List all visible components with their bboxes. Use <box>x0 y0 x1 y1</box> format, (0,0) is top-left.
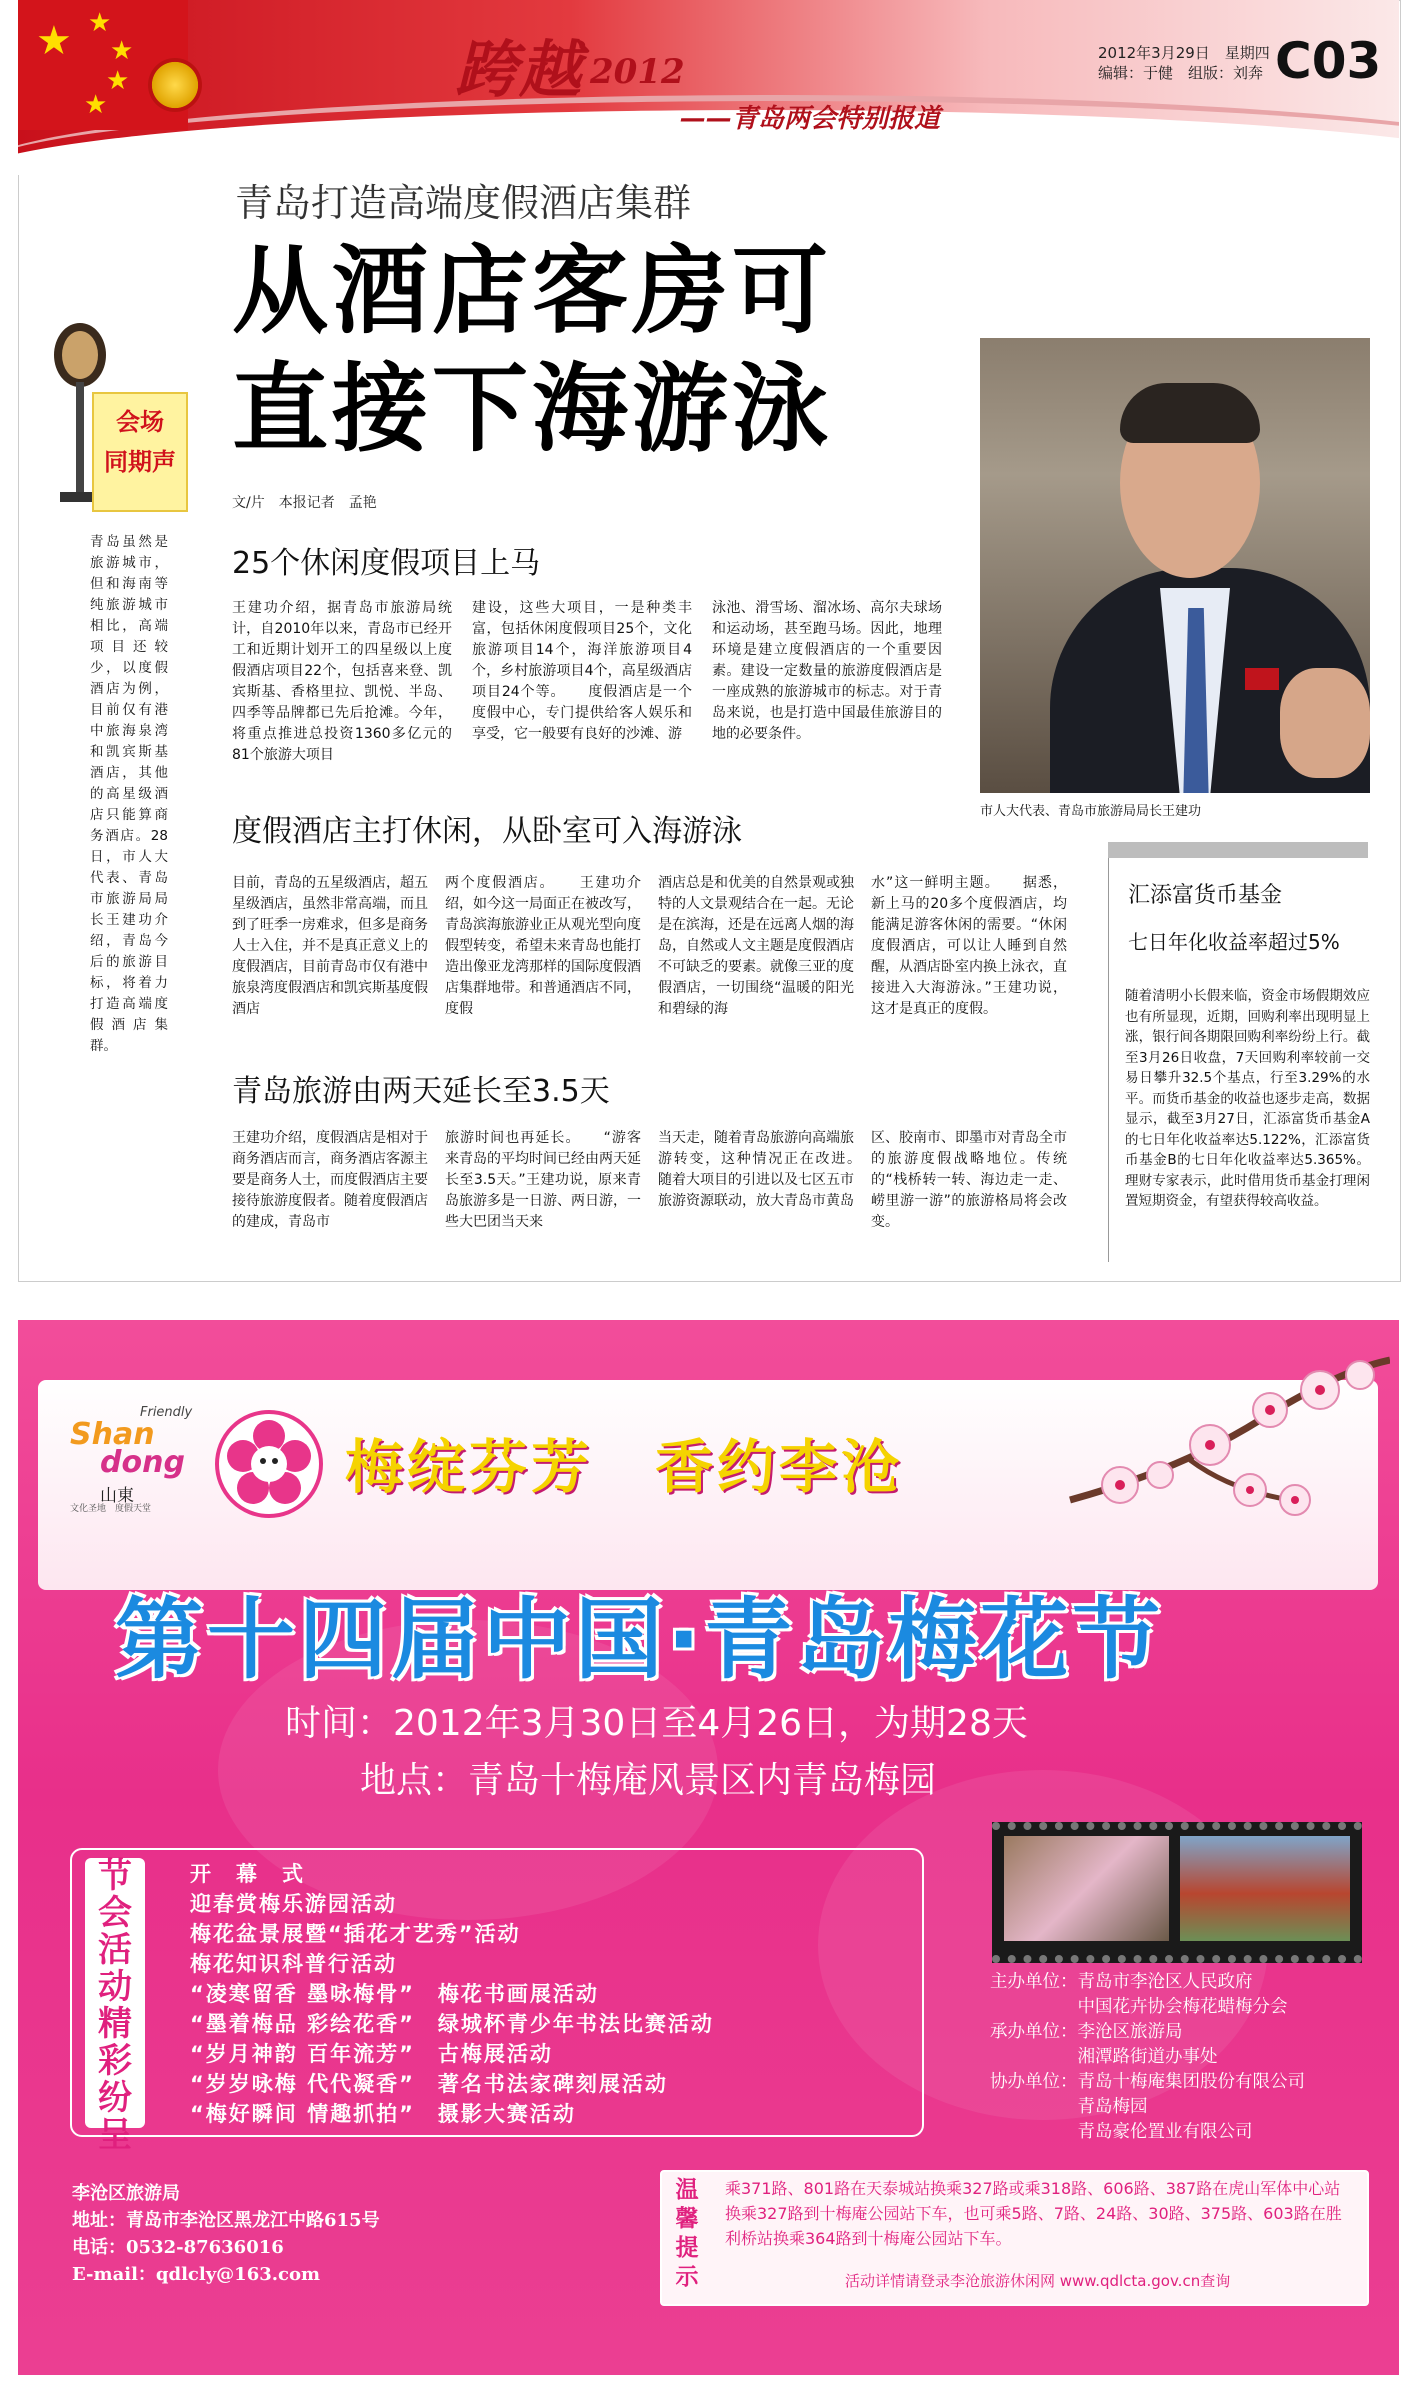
logo-cn: 山東 <box>100 1486 134 1506</box>
section-1-title: 25个休闲度假项目上马 <box>232 546 541 581</box>
organizer-line: 协办单位：青岛十梅庵集团股份有限公司 <box>990 2072 1305 2092</box>
tips-label: 温馨提示 <box>675 2177 699 2290</box>
issue-date: 2012年3月29日 星期四 <box>1098 44 1270 62</box>
section-2-title: 度假酒店主打休闲，从卧室可入海游泳 <box>232 814 742 849</box>
fund-body: 随着清明小长假来临，资金市场假期效应也有所显现，近期，回购利率出现明显上涨，银行间各期限回购利率纷纷上行。截至3月26日收盘，7天回购利率较前一交易日攀升32.5个基点，行至3.29%的水平。而货币基金的收益也逐步走高，数据显示，截至3月27日，汇添富货币基金A的七日年化收益率达5.122%，汇添富货币基金B的七日年化收益率达5.365%。理财专家表示，此时借用货币基金打理闲置短期资金，有望获得较高收益。 <box>1125 988 1370 1209</box>
photo-filmstrip <box>992 1822 1362 1963</box>
festival-title: 第十四届中国·青岛梅花节 <box>115 1588 1165 1691</box>
section-1-col-1: 王建功介绍，据青岛市旅游局统计，自2010年以来，青岛市已经开工和近期计划开工的四星级以上度假酒店项目22个，包括喜来登、凯宾斯基、香格里拉、凯悦、半岛、四季等品牌都已先后抢滩。今年，将重点推进总投资1360多亿元的81个旅游大项目 <box>232 600 452 763</box>
organizer-line: 湘潭路街道办事处 <box>990 2047 1218 2067</box>
activities-label: 节会活动精彩纷呈 <box>85 1858 145 2128</box>
photo-caption: 市人大代表、青岛市旅游局局长王建功 <box>980 804 1202 819</box>
brand-subtitle: ——青岛两会特别报道 <box>680 104 941 134</box>
organizer-line: 中国花卉协会梅花蜡梅分会 <box>990 1997 1288 2017</box>
organizer-line: 青岛豪伦置业有限公司 <box>990 2122 1253 2142</box>
article-kicker: 青岛打造高端度假酒店集群 <box>235 181 692 225</box>
activity-item: 迎春赏梅乐游园活动 <box>190 1892 397 1916</box>
organizers-list <box>990 1970 1305 2145</box>
festival-time: 时间：2012年3月30日至4月26日，为期28天 <box>285 1703 1028 1744</box>
logo-shan: Shan <box>70 1417 155 1452</box>
organizer-line: 青岛梅园 <box>990 2097 1148 2117</box>
activity-item: 梅花知识科普行活动 <box>190 1952 397 1976</box>
mascot-flower-icon <box>215 1410 323 1518</box>
page-number: C03 <box>1275 32 1382 90</box>
national-emblem-icon <box>148 58 202 112</box>
interviewee-photo <box>980 338 1370 793</box>
side-tag-line-2: 同期声 <box>104 448 176 476</box>
activity-item: 梅花盆景展暨“插花才艺秀”活动 <box>190 1922 521 1946</box>
section-2-col-4: 水”这一鲜明主题。 据悉，新上马的20多个度假酒店，均能满足游客休闲的需要。“休闲度假酒店，可以让人睡到自然醒，从酒店卧室内换上泳衣，直接进入大海游泳。”王建功说，这才是真正的度假。 <box>871 875 1067 1017</box>
section-1-col-3: 泳池、滑雪场、溜冰场、高尔夫球场和运动场，甚至跑马场。因此，地理环境是建立度假酒店的一个重要因素。建设一定数量的旅游度假酒店是一座成熟的旅游城市的标志。对于青岛来说，也是打造中国最佳旅游目的地的必要条件。 <box>712 600 942 742</box>
plum-blossom-branch <box>1060 1350 1390 1560</box>
activity-item: 开 幕 式 <box>190 1862 305 1886</box>
section-3-title: 青岛旅游由两天延长至3.5天 <box>232 1074 610 1109</box>
section-3-col-2: 旅游时间也再延长。 “游客来青岛的平均时间已经由两天延长至3.5天。”王建功说，原来青岛旅游多是一日游、两日游，一些大巴团当天来 <box>445 1130 641 1230</box>
fund-title: 汇添富货币基金 <box>1128 883 1283 908</box>
section-3-col-1: 王建功介绍，度假酒店是相对于商务酒店而言，商务酒店客源主要是商务人士，而度假酒店主要接待旅游度假者。随着度假酒店的建成，青岛市 <box>232 1130 428 1230</box>
activity-item: “梅好瞬间 情趣抓拍” 摄影大赛活动 <box>190 2102 576 2126</box>
contact-line: 地址：青岛市李沧区黑龙江中路615号 <box>72 2210 380 2231</box>
brand-year: 2012 <box>590 52 685 92</box>
side-tag-line-1: 会场 <box>116 408 164 436</box>
section-2-col-2: 两个度假酒店。 王建功介绍，如今这一局面正在被改写，青岛滨海旅游业正从观光型向度假型转变，希望未来青岛也能打造出像亚龙湾那样的国际度假酒店集群地带。和普通酒店不同，度假 <box>445 875 641 1017</box>
logo-dong: dong <box>100 1445 185 1480</box>
side-column-text: 青岛虽然是旅游城市，但和海南等纯旅游城市相比，高端项目还较少，以度假酒店为例，目前仅有港中旅海泉湾和凯宾斯基酒店，其他的高星级酒店只能算商务酒店。28日，市人大代表、青岛市旅游局局长王建功介绍，青岛今后的旅游目标，将着力打造高端度假酒店集群。 <box>90 534 168 1054</box>
activity-item: “岁岁咏梅 代代凝香” 著名书法家碑刻展活动 <box>190 2072 668 2096</box>
section-2-col-1: 目前，青岛的五星级酒店，超五星级酒店，虽然非常高端，而且到了旺季一房难求，但多是商务人士入住，并不是真正意义上的度假酒店，目前青岛市仅有港中旅泉湾度假酒店和凯宾斯基度假酒店 <box>232 875 428 1017</box>
header-banner <box>18 0 1399 175</box>
contact-line: E-mail：qdlcly@163.com <box>72 2264 321 2285</box>
logo-tag: 文化圣地 度假天堂 <box>70 1504 152 1514</box>
flag-decoration: ★ ★ ★ ★ ★ <box>18 0 188 130</box>
article-byline: 文/片 本报记者 孟艳 <box>232 495 377 511</box>
fund-bar <box>1108 842 1368 858</box>
section-3-col-4: 区、胶南市、即墨市对青岛全市的旅游度假战略地位。传统的“栈桥转一转、海边走一走、崂里游一游”的旅游格局将会改变。 <box>871 1130 1067 1230</box>
section-1-col-2: 建设，这些大项目，一是种类丰富，包括休闲度假项目25个，文化旅游项目14个，海洋旅游项目4个，乡村旅游项目4个，高星级酒店项目24个等。 度假酒店是一个度假中心，专门提供给客人娱乐和享受，它一般要有良好的沙滩、游 <box>472 600 692 742</box>
organizer-line: 承办单位：李沧区旅游局 <box>990 2022 1183 2042</box>
article-headline <box>232 232 832 468</box>
contact-info <box>72 2180 380 2288</box>
brand-title: 跨越 <box>455 33 584 106</box>
section-3-col-3: 当天走，随着青岛旅游向高端旅游转变，这种情况正在改进。 随着大项目的引进以及七区五市旅游资源联动，放大青岛市黄岛 <box>658 1130 854 1209</box>
editors-line: 编辑：于健 组版：刘奔 <box>1098 64 1264 82</box>
shandong-logo <box>70 1405 200 1515</box>
organizer-line: 主办单位：青岛市李沧区人民政府 <box>990 1972 1253 1992</box>
logo-friendly: Friendly <box>140 1405 193 1420</box>
festival-place: 地点：青岛十梅庵风景区内青岛梅园 <box>360 1760 937 1801</box>
ad-slogan: 梅绽芬芳 香约李沧 <box>345 1433 904 1501</box>
activity-item: “墨着梅品 彩绘花香” 绿城杯青少年书法比赛活动 <box>190 2012 714 2036</box>
contact-line: 李沧区旅游局 <box>72 2183 180 2204</box>
section-2-col-3: 酒店总是和优美的自然景观或独特的人文景观结合在一起。无论是在滨海，还是在远离人烟的海岛，自然或人文主题是度假酒店不可缺乏的要素。就像三亚的度假酒店，一切围绕“温暖的阳光和碧绿的海 <box>658 875 854 1017</box>
headline-line-2: 直接下海游泳 <box>232 353 832 465</box>
contact-line: 电话：0532-87636016 <box>72 2237 284 2258</box>
tips-footer: 活动详情请登录李沧旅游休闲网 www.qdlcta.gov.cn查询 <box>845 2272 1231 2290</box>
fund-subtitle: 七日年化收益率超过5% <box>1128 930 1340 954</box>
headline-line-1: 从酒店客房可 <box>232 235 832 347</box>
activity-item: “凌寒留香 墨咏梅骨” 梅花书画展活动 <box>190 1982 599 2006</box>
side-tag <box>92 392 188 512</box>
tips-text: 乘371路、801路在天泰城站换乘327路或乘318路、606路、387路在虎山军体中心站换乘327路到十梅庵公园站下车，也可乘5路、7路、24路、30路、375路、603路在胜利桥站换乘364路到十梅庵公园站下车。 <box>725 2179 1342 2248</box>
activity-item: “岁月神韵 百年流芳” 古梅展活动 <box>190 2042 553 2066</box>
